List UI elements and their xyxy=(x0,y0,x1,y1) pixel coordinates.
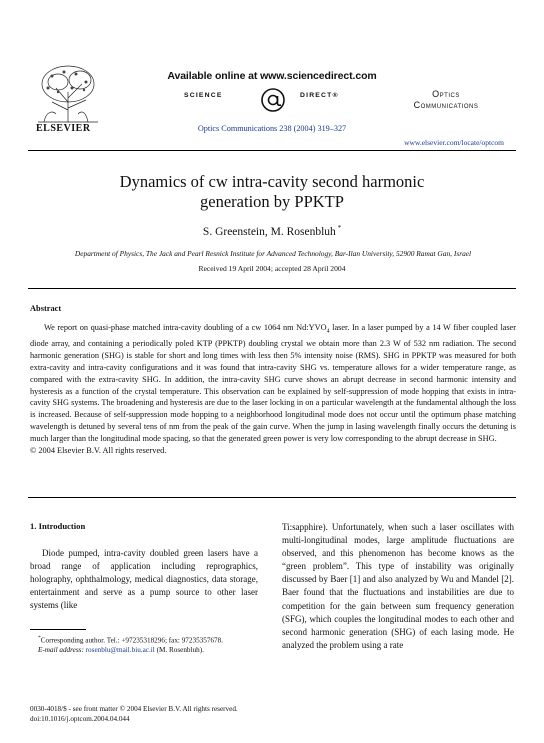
author-affiliation: Department of Physics, The Jack and Pearl Resnick Institute for Advanced Technology, Bar-Ilan University, 52900 Ramat Gan, Israel xyxy=(74,249,472,258)
front-matter-info xyxy=(30,704,238,724)
author-footnote-mark[interactable]: * xyxy=(335,224,342,232)
footnote-email-label: E-mail address: xyxy=(38,646,84,655)
abstract-heading: Abstract xyxy=(30,304,62,313)
journal-logo-line2: Communications xyxy=(413,100,479,110)
journal-url-link[interactable]: www.elsevier.com/locate/optcom xyxy=(404,138,504,147)
doi-link[interactable]: doi:10.1016/j.optcom.2004.04.044 xyxy=(30,715,130,723)
footnote xyxy=(30,633,258,655)
sciencedirect-logo-left: SCIENCE xyxy=(184,92,223,99)
abstract-paragraph xyxy=(30,322,516,445)
header-divider xyxy=(28,150,516,151)
publisher-name: ELSEVIER xyxy=(36,123,91,134)
abstract-text-part1: We report on quasi-phase matched intra-cavity doubling of a cw 1064 nm Nd:YVO xyxy=(44,323,327,332)
article-authors xyxy=(0,224,544,238)
article-title-line2: generation by PPKTP xyxy=(200,192,344,211)
available-online-banner[interactable]: Available online at www.sciencedirect.com xyxy=(167,70,377,82)
abstract-top-divider xyxy=(28,288,516,289)
abstract-copyright: © 2004 Elsevier B.V. All rights reserved. xyxy=(30,445,167,455)
abstract-bottom-divider xyxy=(28,497,516,498)
intro-left-column xyxy=(30,547,258,612)
email-link[interactable]: rosenblu@mail.biu.ac.il xyxy=(85,646,155,655)
footnote-divider xyxy=(30,629,86,630)
abstract-text-part2: laser. In a laser pumped by a 14 W fiber coupled laser diode array, and containing a periodically poled KTP (PPKTP) doubling crystal we obtain more than 2.3 W of 532 nm radiation. The second harmonic generation (SHG) is stable for short and long times with less then 5% intensity noise (RMS). SHG in PPKTP was measured for both extra-cavity and intra-cavity configurations and it was found that intra-cavity SHG vs. temperature allows for a wider temperature range, as compared with the extra-cavity SHG. In addition, the intra-cavity SHG curve shows an abrupt decrease in second harmonic intensity and hysteresis as a function of the crystal temperature. This observation can be explained by self-suppression of mode hopping that exists in intra-cavity SHG systems. The broadening and hysteresis are due to the laser locking in on a particular wavelength at the fundamental although the loss is increased. Because of self-suppression mode hopping to a neighborhood longitudinal mode does not occur until the optimum phase matching wavelength is detuned by several tens of nm from the peak of the gain curve. When the jump in lasing wavelength finally occurs the detuning is much larger than the longitudinal mode spacing, so that the generated green power is very low corresponding to the abrupt decrease in SHG. xyxy=(30,323,516,443)
intro-paragraph-right: Ti:sapphire). Unfortunately, when such a laser oscillates with multi-longitudinal modes, large amplitude fluctuations are observed, and this phenomenon has become knows as the “green problem”. This type of instability was originally discussed by Baer [1] and also analyzed by Wu and Mandel [2]. Baer found that the fluctuations and instabilities are due to competition for the gain between sum frequency generation (SFG), which couples the longitudinal modes to each other and second harmonic generation (SHG) of each lasing mode. He analyzed the problem using a rate xyxy=(282,522,514,650)
sciencedirect-at-icon xyxy=(252,86,294,114)
journal-logo xyxy=(402,89,490,111)
journal-logo-line1: Optics xyxy=(432,89,460,99)
footnote-email-suffix: (M. Rosenbluh). xyxy=(154,646,204,655)
section-heading-introduction: 1. Introduction xyxy=(30,521,86,531)
footnote-email xyxy=(30,645,258,655)
received-dates: Received 19 April 2004; accepted 28 April 2004 xyxy=(198,264,346,273)
intro-right-column xyxy=(282,521,514,652)
sciencedirect-logo-right: DIRECT® xyxy=(300,92,339,99)
footnote-corresponding xyxy=(30,633,258,645)
author-names: S. Greenstein, M. Rosenbluh xyxy=(202,225,336,238)
journal-reference[interactable]: Optics Communications 238 (2004) 319–327 xyxy=(197,124,347,133)
abstract-body xyxy=(30,322,516,456)
article-title-line1: Dynamics of cw intra-cavity second harmonic xyxy=(119,172,425,191)
issn-line: 0030-4018/$ - see front matter © 2004 Elsevier B.V. All rights reserved. xyxy=(30,705,238,713)
article-title xyxy=(0,172,544,212)
footnote-mark: * xyxy=(38,635,41,641)
intro-paragraph-left: Diode pumped, intra-cavity doubled green lasers have a broad range of application including reprographics, holography, ophthalmology, medical diagnostics, data storage, entertainment and serve as a pump source to other laser systems (like xyxy=(30,548,258,610)
abstract-subscript: 4 xyxy=(326,328,330,335)
footnote-corresponding-text: Corresponding author. Tel.: +97235318296; fax: 97235357678. xyxy=(40,636,224,645)
